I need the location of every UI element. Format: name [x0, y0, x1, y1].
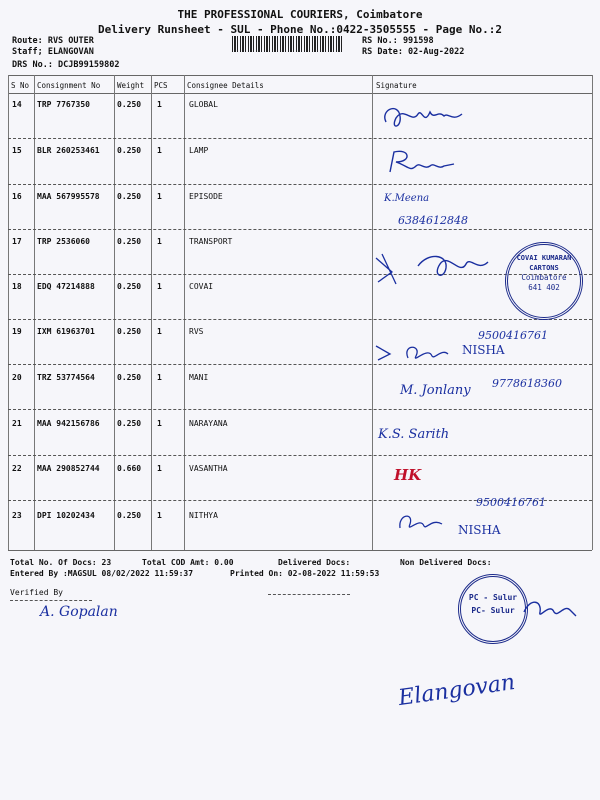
table-top-rule: [8, 75, 592, 76]
sulur-signature-scribble: [520, 594, 580, 624]
col-divider: [592, 75, 593, 550]
row-weight: 0.250: [117, 237, 142, 246]
row-divider: [8, 409, 592, 410]
signature-22: HK: [394, 466, 422, 484]
signature-scribble-18: [408, 246, 498, 286]
signature-19-phone: 9500416761: [478, 329, 548, 342]
delivered-docs: Delivered Docs:: [278, 558, 351, 567]
signature-line: [268, 594, 350, 595]
rs-number: RS No.: 991598: [362, 36, 434, 46]
row-consignee: GLOBAL: [189, 100, 218, 109]
row-weight: 0.250: [117, 373, 142, 382]
col-divider: [372, 75, 373, 550]
row-consignment: MAA 942156786: [37, 419, 100, 428]
col-header-weight: Weight: [117, 81, 145, 90]
row-pcs: 1: [157, 511, 162, 520]
table-bottom-rule: [8, 550, 592, 551]
signature-20-name: M. Jonlany: [400, 383, 471, 398]
col-header-consignee: Consignee Details: [187, 81, 264, 90]
row-sno: 20: [12, 373, 22, 382]
row-weight: 0.660: [117, 464, 142, 473]
row-sno: 23: [12, 511, 22, 520]
row-pcs: 1: [157, 192, 162, 201]
row-pcs: 1: [157, 282, 162, 291]
signature-21: K.S. Sarith: [378, 427, 450, 442]
row-pcs: 1: [157, 464, 162, 473]
signature-23-phone: 9500416761: [476, 496, 546, 509]
row-pcs: 1: [157, 237, 162, 246]
pc-sulur-stamp: [458, 574, 528, 644]
stamp-covai-name: COVAI KUMARAN CARTONS: [516, 254, 572, 272]
row-divider: [8, 184, 592, 185]
row-consignee: LAMP: [189, 146, 209, 155]
row-pcs: 1: [157, 146, 162, 155]
row-consignment: TRP 7767350: [37, 100, 90, 109]
row-weight: 0.250: [117, 146, 142, 155]
signature-16-name: K.Meena: [384, 193, 430, 204]
row-consignee: VASANTHA: [189, 464, 228, 473]
row-divider: [8, 364, 592, 365]
row-sno: 16: [12, 192, 22, 201]
row-weight: 0.250: [117, 419, 142, 428]
row-weight: 0.250: [117, 100, 142, 109]
signature-16-phone: 6384612848: [398, 214, 468, 227]
signature-scribble-14: [378, 100, 468, 134]
total-cod: Total COD Amt: 0.00: [142, 558, 234, 567]
entered-by: Entered By :MAGSUL 08/02/2022 11:59:37: [10, 569, 194, 578]
drs-number: DRS No.: DCJB99159802: [12, 60, 120, 70]
non-delivered-docs: Non Delivered Docs:: [400, 558, 492, 567]
row-consignee: TRANSPORT: [189, 237, 233, 246]
row-weight: 0.250: [117, 511, 142, 520]
signature-20-phone: 9778618360: [492, 377, 562, 390]
row-consignee: EPISODE: [189, 192, 223, 201]
verified-signature: A. Gopalan: [40, 604, 118, 620]
col-divider: [184, 75, 185, 550]
verified-line: [10, 600, 92, 601]
row-consignment: TRZ 53774564: [37, 373, 95, 382]
row-weight: 0.250: [117, 192, 142, 201]
staff-label: Staff; ELANGOVAN: [12, 47, 94, 57]
col-divider: [114, 75, 115, 550]
signature-scribble-15: [380, 146, 460, 180]
col-header-consignment: Consignment No: [37, 81, 101, 90]
row-pcs: 1: [157, 327, 162, 336]
signature-19-name: NISHA: [462, 343, 505, 357]
stamp-covai-pin: 641 402: [528, 283, 560, 292]
signature-scribble-17: [372, 248, 402, 288]
verified-by-label: Verified By: [10, 588, 63, 597]
row-consignment: MAA 290852744: [37, 464, 100, 473]
row-divider: [8, 138, 592, 139]
rs-date: RS Date: 02-Aug-2022: [362, 47, 465, 57]
row-sno: 15: [12, 146, 22, 155]
col-divider: [34, 75, 35, 550]
row-sno: 17: [12, 237, 22, 246]
row-sno: 19: [12, 327, 22, 336]
barcode-image: [232, 36, 342, 52]
covai-kumaran-stamp: [505, 242, 583, 320]
col-header-sno: S No: [11, 81, 30, 90]
route-label: Route: RVS OUTER: [12, 36, 94, 46]
row-consignment: EDQ 47214888: [37, 282, 95, 291]
stamp-sulur-top: PC - Sulur: [468, 593, 518, 602]
printed-on: Printed On: 02-08-2022 11:59:53: [230, 569, 380, 578]
signature-scribble-23: [396, 508, 446, 536]
signature-scribble-19: [372, 338, 452, 366]
row-divider: [8, 455, 592, 456]
row-consignment: MAA 567995578: [37, 192, 100, 201]
row-sno: 18: [12, 282, 22, 291]
row-divider: [8, 319, 592, 320]
col-header-signature: Signature: [376, 81, 417, 90]
row-consignment: TRP 2536060: [37, 237, 90, 246]
bottom-signature: Elangovan: [396, 669, 517, 712]
table-header-rule: [8, 93, 592, 94]
row-divider: [8, 229, 592, 230]
col-header-pcs: PCS: [154, 81, 168, 90]
row-consignee: NARAYANA: [189, 419, 228, 428]
row-consignment: IXM 61963701: [37, 327, 95, 336]
row-weight: 0.250: [117, 327, 142, 336]
row-pcs: 1: [157, 373, 162, 382]
signature-23-name: NISHA: [458, 523, 501, 537]
stamp-covai-city: Coimbatore: [521, 273, 567, 282]
row-consignment: DPI 10202434: [37, 511, 95, 520]
col-divider: [8, 75, 9, 550]
col-divider: [151, 75, 152, 550]
row-sno: 14: [12, 100, 22, 109]
row-pcs: 1: [157, 100, 162, 109]
runsheet-subtitle: Delivery Runsheet - SUL - Phone No.:0422-3505555 - Page No.:2: [98, 23, 502, 36]
row-consignee: NITHYA: [189, 511, 218, 520]
row-pcs: 1: [157, 419, 162, 428]
row-weight: 0.250: [117, 282, 142, 291]
stamp-sulur-bottom: PC- Sulur: [471, 606, 515, 615]
runsheet-title: THE PROFESSIONAL COURIERS, Coimbatore: [177, 8, 423, 21]
row-consignment: BLR 260253461: [37, 146, 100, 155]
row-consignee: COVAI: [189, 282, 214, 291]
row-sno: 22: [12, 464, 22, 473]
row-sno: 21: [12, 419, 22, 428]
row-consignee: RVS: [189, 327, 204, 336]
row-consignee: MANI: [189, 373, 209, 382]
total-docs: Total No. Of Docs: 23: [10, 558, 112, 567]
